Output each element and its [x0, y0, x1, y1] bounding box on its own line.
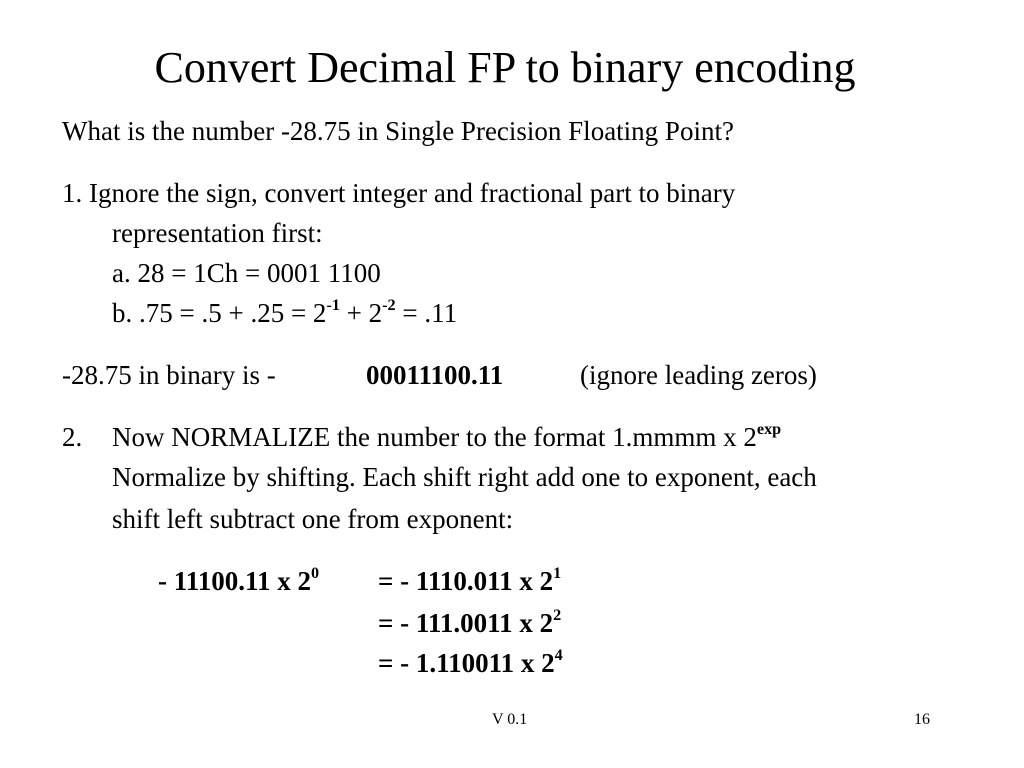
- normalization-step-3-text: = - 1.110011 x 2: [378, 648, 555, 678]
- step1-b-suffix: = .11: [395, 298, 458, 328]
- step2-line3: shift left subtract one from exponent:: [112, 504, 514, 534]
- normalization-step-3: [378, 645, 563, 678]
- step1-item-a: a. 28 = 1Ch = 0001 1100: [112, 258, 381, 288]
- slide-title: Convert Decimal FP to binary encoding: [154, 43, 856, 92]
- step2-line2: Normalize by shifting. Each shift right add one to exponent, each: [112, 462, 817, 492]
- binary-value: 00011100.11: [366, 360, 504, 390]
- binary-note: (ignore leading zeros): [580, 360, 817, 390]
- step1-b-exponent-2: -2: [382, 295, 396, 314]
- normalization-step-2-text: = - 111.0011 x 2: [378, 608, 554, 638]
- step1-item-b: [112, 295, 458, 328]
- step1-line2: representation first:: [112, 218, 323, 248]
- normalization-step-1-text: = - 1110.011 x 2: [378, 566, 554, 596]
- step2-line1-exponent: exp: [756, 419, 782, 438]
- binary-line-prefix: -28.75 in binary is -: [62, 360, 276, 390]
- normalization-lhs-text: - 11100.11 x 2: [158, 566, 312, 596]
- step1-line1: 1. Ignore the sign, convert integer and fractional part to binary: [62, 178, 736, 208]
- normalization-lhs: [158, 563, 320, 596]
- question-text: What is the number -28.75 in Single Precision Floating Point?: [62, 116, 734, 146]
- step2-line1-text: Now NORMALIZE the number to the format 1.mmmm x 2: [112, 422, 757, 452]
- normalization-step-2-exponent: 2: [553, 605, 562, 624]
- normalization-step-3-exponent: 4: [554, 645, 563, 664]
- step2-number: 2.: [62, 422, 83, 452]
- normalization-lhs-exponent: 0: [311, 563, 320, 582]
- footer-page-number: 16: [914, 711, 930, 728]
- normalization-step-2: [378, 605, 562, 638]
- step1-b-exponent-1: -1: [326, 295, 340, 314]
- normalization-step-1: [378, 563, 562, 596]
- normalization-step-1-exponent: 1: [553, 563, 562, 582]
- footer-version: V 0.1: [492, 711, 528, 728]
- step1-b-mid: + 2: [339, 298, 383, 328]
- step2-line1: [112, 419, 782, 452]
- step1-b-prefix: b. .75 = .5 + .25 = 2: [112, 298, 327, 328]
